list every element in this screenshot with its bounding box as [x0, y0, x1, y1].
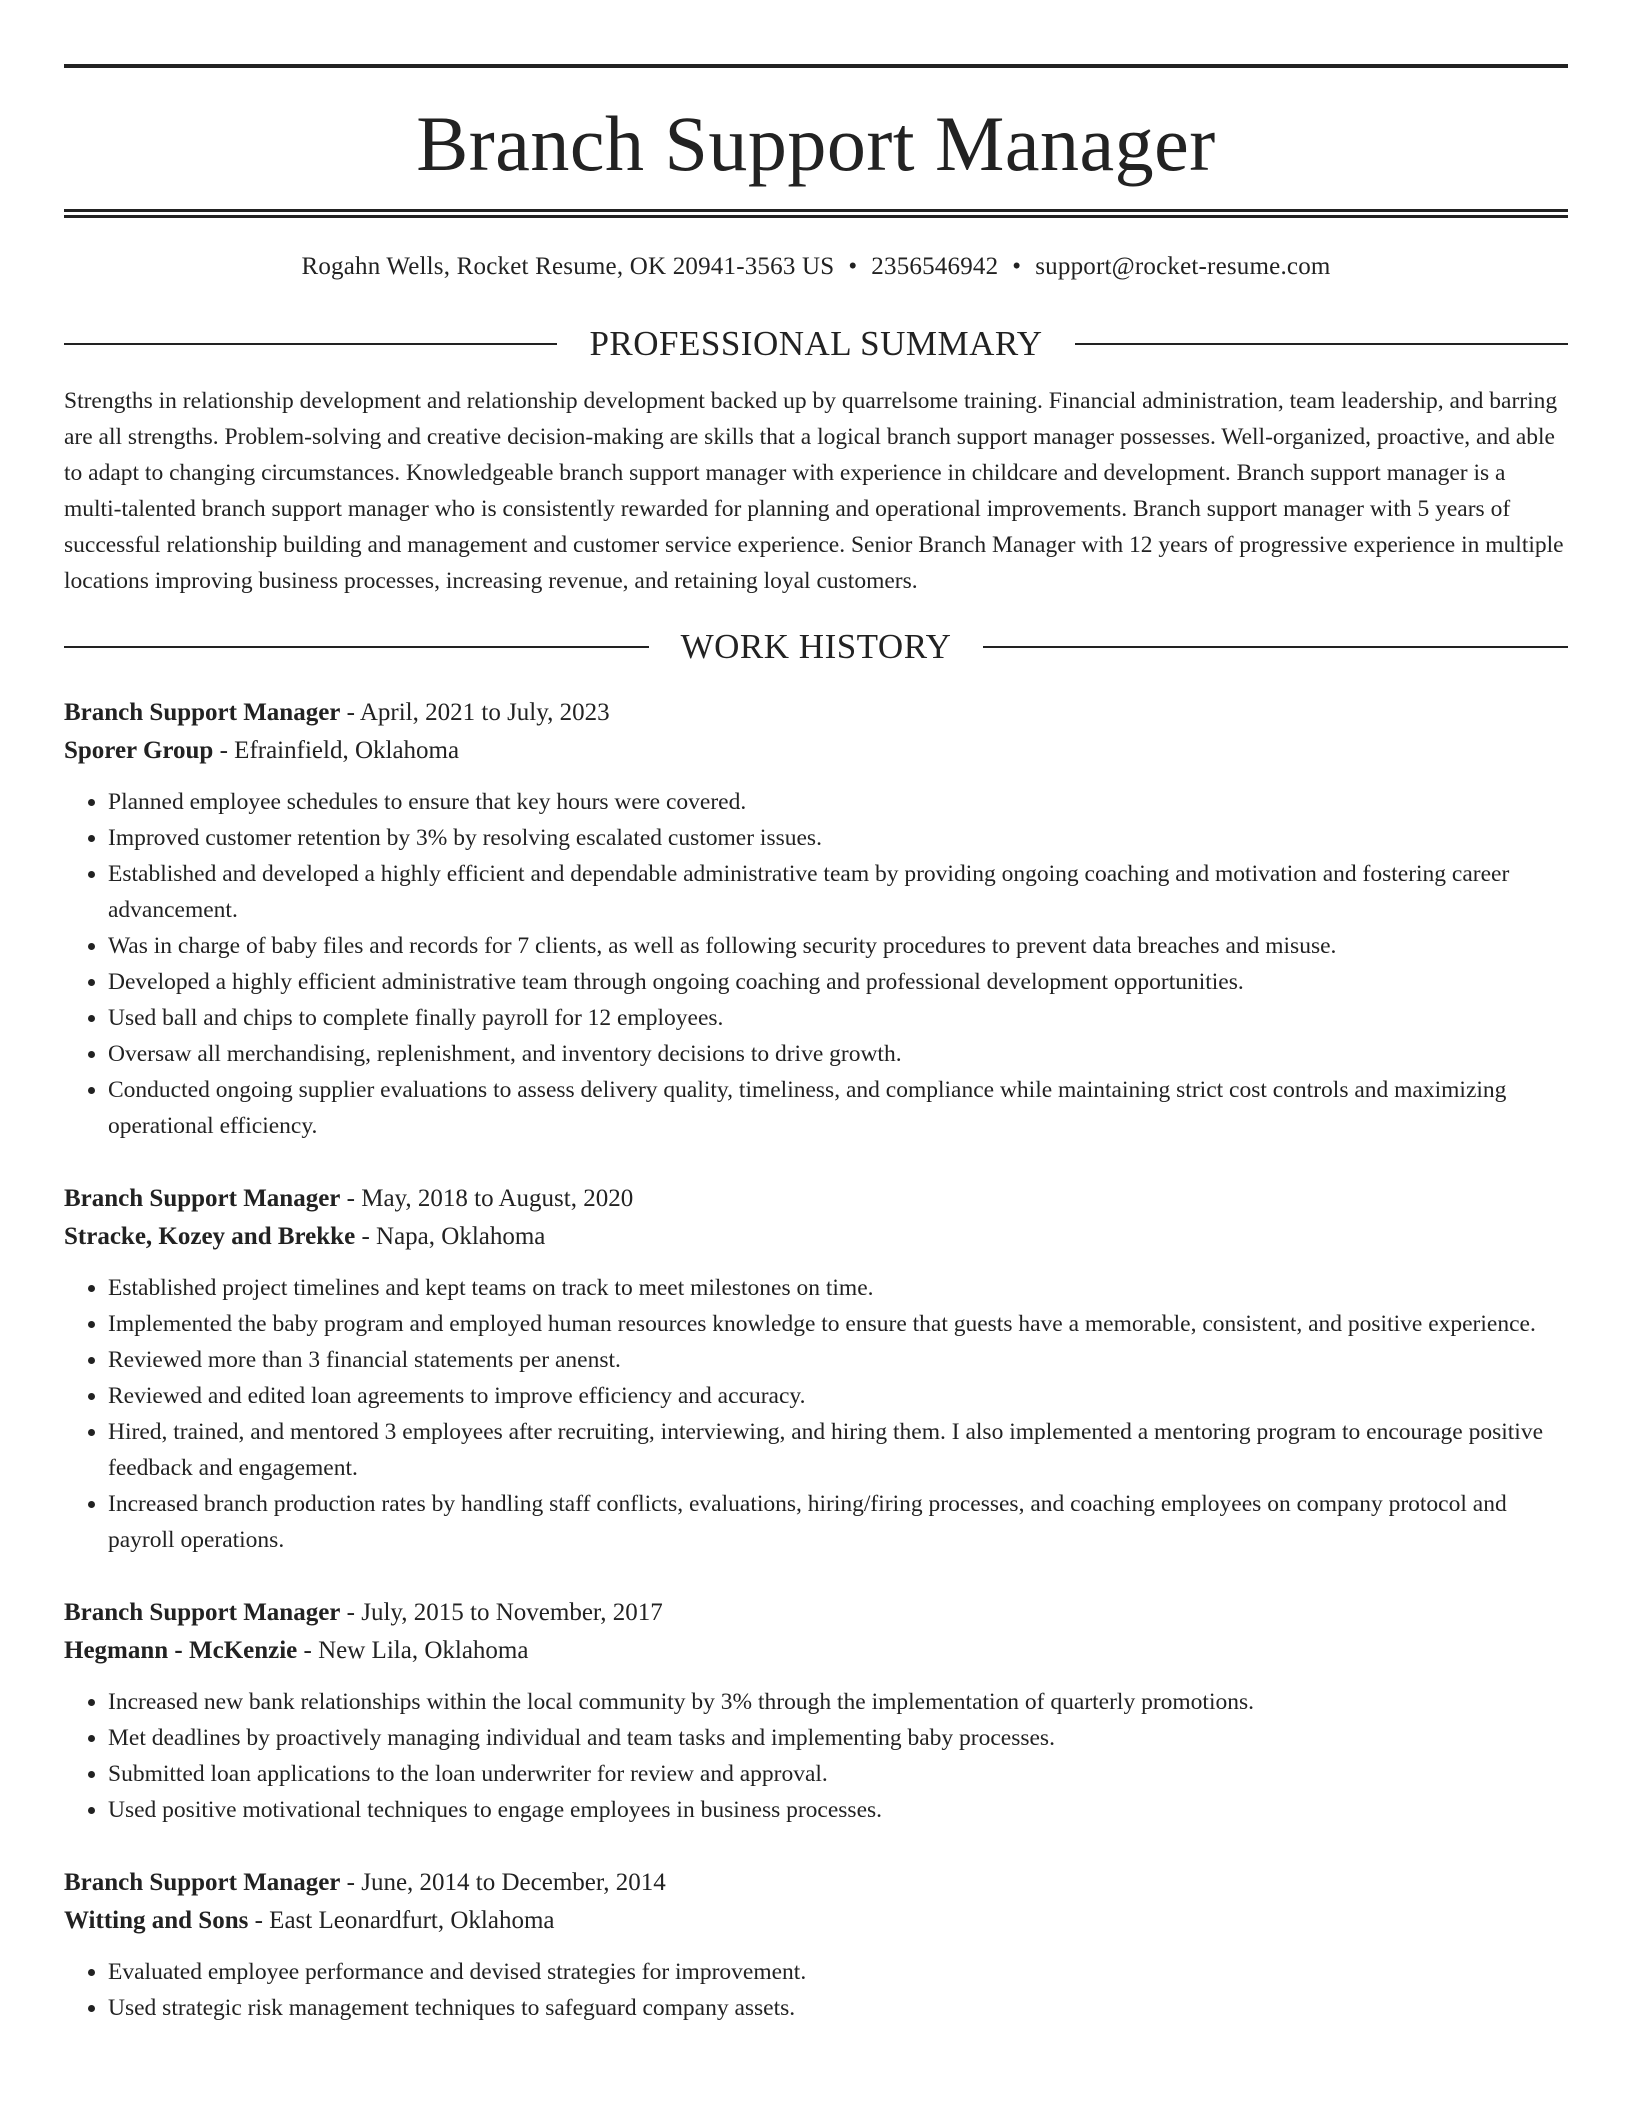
job-bullet-list: [64, 1270, 1568, 1558]
job-role: Branch Support Manager: [64, 699, 341, 726]
job-location: - New Lila, Oklahoma: [297, 1637, 529, 1664]
job-list: [64, 694, 1568, 2026]
job-bullet: • Improved customer retention by 3% by resolving escalated customer issues.: [108, 820, 1568, 856]
job-bullet: • Reviewed more than 3 financial statements per anenst.: [108, 1342, 1568, 1378]
job-bullet: • Submitted loan applications to the loan underwriter for review and approval.: [108, 1756, 1568, 1792]
job-entry: [64, 1594, 1568, 1828]
job-bullet: • Established project timelines and kept teams on track to meet milestones on time.: [108, 1270, 1568, 1306]
top-rule: [64, 64, 1568, 68]
job-bullet-list: [64, 1954, 1568, 2026]
job-location: - East Leonardfurt, Oklahoma: [248, 1907, 555, 1934]
job-bullet: • Oversaw all merchandising, replenishment, and inventory decisions to drive growth.: [108, 1036, 1568, 1072]
job-dates: - July, 2015 to November, 2017: [340, 1599, 663, 1626]
job-role: Branch Support Manager: [64, 1185, 341, 1212]
job-company: Witting and Sons: [64, 1907, 249, 1934]
job-company: Sporer Group: [64, 737, 214, 764]
job-bullet: • Met deadlines by proactively managing individual and team tasks and implementing baby processes.: [108, 1720, 1568, 1756]
heading-rule-left: [64, 343, 557, 345]
job-bullet-list: [64, 1684, 1568, 1828]
contact-email: support@rocket-resume.com: [1035, 253, 1331, 280]
summary-heading: [64, 326, 1568, 361]
job-bullet: • Conducted ongoing supplier evaluations to assess delivery quality, timeliness, and compliance while maintaining strict cost controls and maximizing operational efficiency.: [108, 1072, 1568, 1144]
job-role: Branch Support Manager: [64, 1869, 341, 1896]
contact-separator: •: [1012, 253, 1022, 280]
job-company-line: [64, 732, 1568, 770]
heading-rule-right: [1075, 343, 1568, 345]
job-dates: - April, 2021 to July, 2023: [340, 699, 610, 726]
job-bullet: • Increased new bank relationships within the local community by 3% through the implementation of quarterly promotions.: [108, 1684, 1568, 1720]
job-bullet: • Used positive motivational techniques to engage employees in business processes.: [108, 1792, 1568, 1828]
job-title-line: [64, 1180, 1568, 1218]
summary-text: Strengths in relationship development and relationship development backed up by quarrelsome training. Financial administration, team leadership, and barring are all strengths. Problem-solving and creative decision-making are skills that a logical branch support manager possesses. Well-organized, proactive, and able to adapt to changing circumstances. Knowledgeable branch support manager with experience in childcare and development. Branch support manager is a multi-talented branch support manager who is consistently rewarded for planning and operational improvements. Branch support manager with 5 years of successful relationship building and management and customer service experience. Senior Branch Manager with 12 years of progressive experience in multiple locations improving business processes, increasing revenue, and retaining loyal customers.: [64, 388, 1564, 594]
job-entry: [64, 1864, 1568, 2026]
job-bullet: • Developed a highly efficient administrative team through ongoing coaching and professional development opportunities.: [108, 964, 1568, 1000]
job-title-line: [64, 694, 1568, 732]
resume-title: Branch Support Manager: [416, 100, 1216, 187]
job-title-line: [64, 1594, 1568, 1632]
job-bullet: • Reviewed and edited loan agreements to improve efficiency and accuracy.: [108, 1378, 1568, 1414]
job-bullet: • Increased branch production rates by handling staff conflicts, evaluations, hiring/firing processes, and coaching employees on company protocol and payroll operations.: [108, 1486, 1568, 1558]
job-entry: [64, 694, 1568, 1144]
job-company: Stracke, Kozey and Brekke: [64, 1223, 356, 1250]
contact-address: Rogahn Wells, Rocket Resume, OK 20941-3563 US: [301, 253, 835, 280]
job-location: - Efrainfield, Oklahoma: [213, 737, 460, 764]
contact-line: [64, 252, 1568, 282]
job-bullet: • Established and developed a highly efficient and dependable administrative team by providing ongoing coaching and motivation and fostering career advancement.: [108, 856, 1568, 928]
job-bullet: • Was in charge of baby files and records for 7 clients, as well as following security procedures to prevent data breaches and misuse.: [108, 928, 1568, 964]
summary-heading-label: PROFESSIONAL SUMMARY: [589, 324, 1043, 363]
job-company-line: [64, 1902, 1568, 1940]
job-company: Hegmann - McKenzie: [64, 1637, 298, 1664]
job-bullet: • Implemented the baby program and employed human resources knowledge to ensure that guests have a memorable, consistent, and positive experience.: [108, 1306, 1568, 1342]
job-bullet: • Evaluated employee performance and devised strategies for improvement.: [108, 1954, 1568, 1990]
job-dates: - May, 2018 to August, 2020: [340, 1185, 634, 1212]
heading-rule-right: [983, 646, 1568, 648]
job-bullet: • Used ball and chips to complete finally payroll for 12 employees.: [108, 1000, 1568, 1036]
heading-rule-left: [64, 646, 649, 648]
job-location: - Napa, Oklahoma: [355, 1223, 546, 1250]
job-company-line: [64, 1632, 1568, 1670]
job-role: Branch Support Manager: [64, 1599, 341, 1626]
resume-page: [64, 64, 1568, 2026]
job-company-line: [64, 1218, 1568, 1256]
job-bullet: • Hired, trained, and mentored 3 employees after recruiting, interviewing, and hiring them. I also implemented a mentoring program to encourage positive feedback and engagement.: [108, 1414, 1568, 1486]
job-dates: - June, 2014 to December, 2014: [340, 1869, 666, 1896]
title-double-rule: [64, 209, 1568, 218]
contact-separator: •: [848, 253, 858, 280]
job-bullet: • Planned employee schedules to ensure that key hours were covered.: [108, 784, 1568, 820]
job-bullet: • Used strategic risk management techniques to safeguard company assets.: [108, 1990, 1568, 2026]
job-entry: [64, 1180, 1568, 1558]
work-history-heading-label: WORK HISTORY: [680, 627, 952, 666]
contact-phone: 2356546942: [871, 253, 999, 280]
job-bullet-list: [64, 784, 1568, 1144]
job-title-line: [64, 1864, 1568, 1902]
work-history-heading: [64, 629, 1568, 664]
